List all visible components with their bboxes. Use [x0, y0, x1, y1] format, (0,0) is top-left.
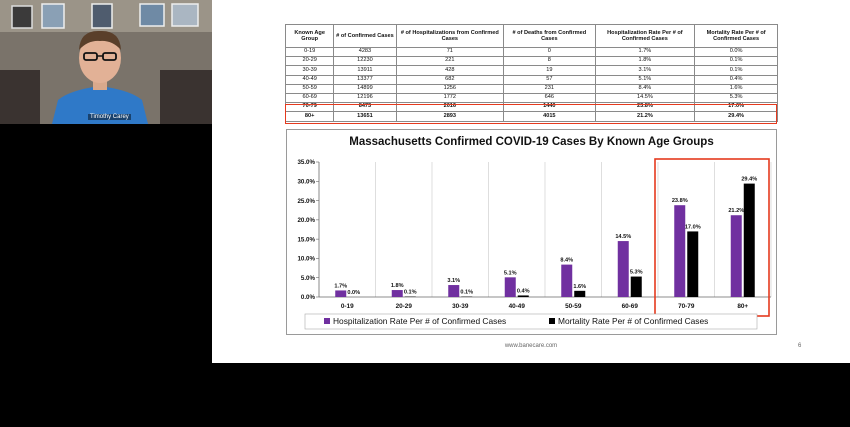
table-cell: 30-39 — [286, 66, 334, 75]
y-tick-label: 0.0% — [300, 294, 315, 302]
table-cell: 14.5% — [595, 93, 695, 102]
participant-name: Timothy Carey — [90, 114, 129, 120]
data-label: 3.1% — [447, 278, 461, 285]
table-cell: 80+ — [286, 112, 334, 121]
table-cell: 23.8% — [595, 103, 695, 112]
bar — [335, 290, 346, 297]
table-cell: 1256 — [396, 84, 504, 93]
table-cell: 5.1% — [595, 75, 695, 84]
table-cell: 0.1% — [695, 57, 778, 66]
table-header-cell: Hospitalization Rate Per # of Confirmed Cases — [595, 25, 695, 48]
data-table-container — [285, 24, 778, 122]
table-cell: 19 — [504, 66, 596, 75]
table-row — [286, 57, 778, 66]
y-tick-label: 30.0% — [297, 178, 315, 186]
y-tick-label: 20.0% — [297, 217, 315, 225]
table-cell: 0.0% — [695, 48, 778, 57]
table-cell: 57 — [504, 75, 596, 84]
x-tick-label: 60-69 — [621, 303, 638, 310]
table-header-cell: Known Age Group — [286, 25, 334, 48]
table-cell: 29.4% — [695, 112, 778, 121]
y-tick-label: 10.0% — [297, 255, 315, 263]
data-label: 1.8% — [390, 283, 404, 290]
table-cell: 12196 — [334, 93, 396, 102]
data-label: 29.4% — [741, 176, 758, 183]
data-label: 8.4% — [560, 257, 574, 264]
table-cell: 1.7% — [595, 48, 695, 57]
legend-swatch — [549, 318, 555, 324]
table-cell: 646 — [504, 93, 596, 102]
table-cell: 428 — [396, 66, 504, 75]
table-cell: 1.8% — [595, 57, 695, 66]
table-cell: 5.3% — [695, 93, 778, 102]
data-label: 1.7% — [334, 283, 348, 290]
table-row — [286, 75, 778, 84]
data-label: 0.0% — [347, 290, 361, 296]
bar — [448, 285, 459, 297]
table-cell: 8.4% — [595, 84, 695, 93]
table-cell: 70-79 — [286, 103, 334, 112]
table-cell: 71 — [396, 48, 504, 57]
table-cell: 40-49 — [286, 75, 334, 84]
table-cell: 3.1% — [595, 66, 695, 75]
table-cell: 14899 — [334, 84, 396, 93]
data-label: 17.0% — [684, 224, 701, 231]
y-tick-label: 15.0% — [297, 236, 315, 244]
table-cell: 2893 — [396, 112, 504, 121]
table-cell: 21.2% — [595, 112, 695, 121]
table-body — [286, 48, 778, 122]
table-cell: 13377 — [334, 75, 396, 84]
table-cell: 221 — [396, 57, 504, 66]
chart-title: Massachusetts Confirmed COVID-19 Cases By Known Age Groups — [349, 136, 714, 148]
legend-label: Mortality Rate Per # of Confirmed Cases — [558, 316, 709, 326]
table-cell: 8473 — [334, 103, 396, 112]
x-tick-label: 70-79 — [678, 303, 695, 310]
table-cell: 0.4% — [695, 75, 778, 84]
bar — [744, 184, 755, 297]
table-cell: 17.0% — [695, 103, 778, 112]
presentation-slide — [212, 0, 850, 363]
table-cell: 1440 — [504, 103, 596, 112]
covid-data-table — [285, 24, 778, 122]
table-row — [286, 48, 778, 57]
data-label: 5.3% — [629, 269, 643, 276]
table-row — [286, 66, 778, 75]
data-label: 0.1% — [403, 289, 417, 296]
footer-url: www.banecare.com — [504, 343, 558, 349]
table-header-cell: Mortality Rate Per # of Confirmed Cases — [695, 25, 778, 48]
bar — [574, 291, 585, 297]
table-row — [286, 103, 778, 112]
y-tick-label: 35.0% — [297, 159, 315, 167]
bar — [674, 205, 685, 297]
x-tick-label: 40-49 — [508, 303, 525, 310]
table-row — [286, 84, 778, 93]
bar — [687, 231, 698, 297]
table-cell: 231 — [504, 84, 596, 93]
table-cell: 4283 — [334, 48, 396, 57]
y-tick-label: 5.0% — [300, 274, 315, 282]
table-header-cell: # of Deaths from Confirmed Cases — [504, 25, 596, 48]
bar — [392, 290, 403, 297]
table-cell: 1.6% — [695, 84, 778, 93]
bar — [618, 241, 629, 297]
bar — [505, 277, 516, 297]
data-label: 0.4% — [516, 288, 530, 295]
legend-swatch — [324, 318, 330, 324]
table-cell: 682 — [396, 75, 504, 84]
table-cell: 13911 — [334, 66, 396, 75]
table-header-cell: # of Hospitalizations from Confirmed Cases — [396, 25, 504, 48]
x-tick-label: 20-29 — [395, 303, 412, 310]
x-tick-label: 50-59 — [565, 303, 582, 310]
bar — [561, 265, 572, 297]
webcam-feed — [0, 0, 212, 124]
table-cell: 0.1% — [695, 66, 778, 75]
table-cell: 20-29 — [286, 57, 334, 66]
table-cell: 1772 — [396, 93, 504, 102]
bar — [631, 277, 642, 297]
bar — [731, 215, 742, 297]
webcam-video-tile — [0, 0, 212, 124]
x-tick-label: 30-39 — [452, 303, 469, 310]
table-cell: 0-19 — [286, 48, 334, 57]
legend-label: Hospitalization Rate Per # of Confirmed Cases — [333, 316, 507, 326]
table-cell: 60-69 — [286, 93, 334, 102]
data-label: 21.2% — [728, 208, 745, 215]
table-cell: 13651 — [334, 112, 396, 121]
data-label: 14.5% — [615, 234, 632, 241]
table-row — [286, 93, 778, 102]
bar — [518, 295, 529, 297]
data-label: 0.1% — [460, 289, 474, 296]
table-cell: 8 — [504, 57, 596, 66]
table-cell: 12230 — [334, 57, 396, 66]
x-tick-label: 0-19 — [340, 303, 354, 310]
data-label: 5.1% — [503, 270, 517, 277]
x-tick-label: 80+ — [737, 303, 749, 310]
table-row — [286, 112, 778, 121]
table-header-row — [286, 25, 778, 48]
chart-frame — [286, 129, 777, 335]
data-label: 1.6% — [573, 283, 587, 290]
table-cell: 50-59 — [286, 84, 334, 93]
table-cell: 2016 — [396, 103, 504, 112]
table-cell: 0 — [504, 48, 596, 57]
page-number: 6 — [798, 343, 802, 349]
y-tick-label: 25.0% — [297, 197, 315, 205]
table-header-cell: # of Confirmed Cases — [334, 25, 396, 48]
table-cell: 4015 — [504, 112, 596, 121]
data-label: 23.8% — [671, 198, 688, 205]
bar-chart — [287, 130, 776, 334]
